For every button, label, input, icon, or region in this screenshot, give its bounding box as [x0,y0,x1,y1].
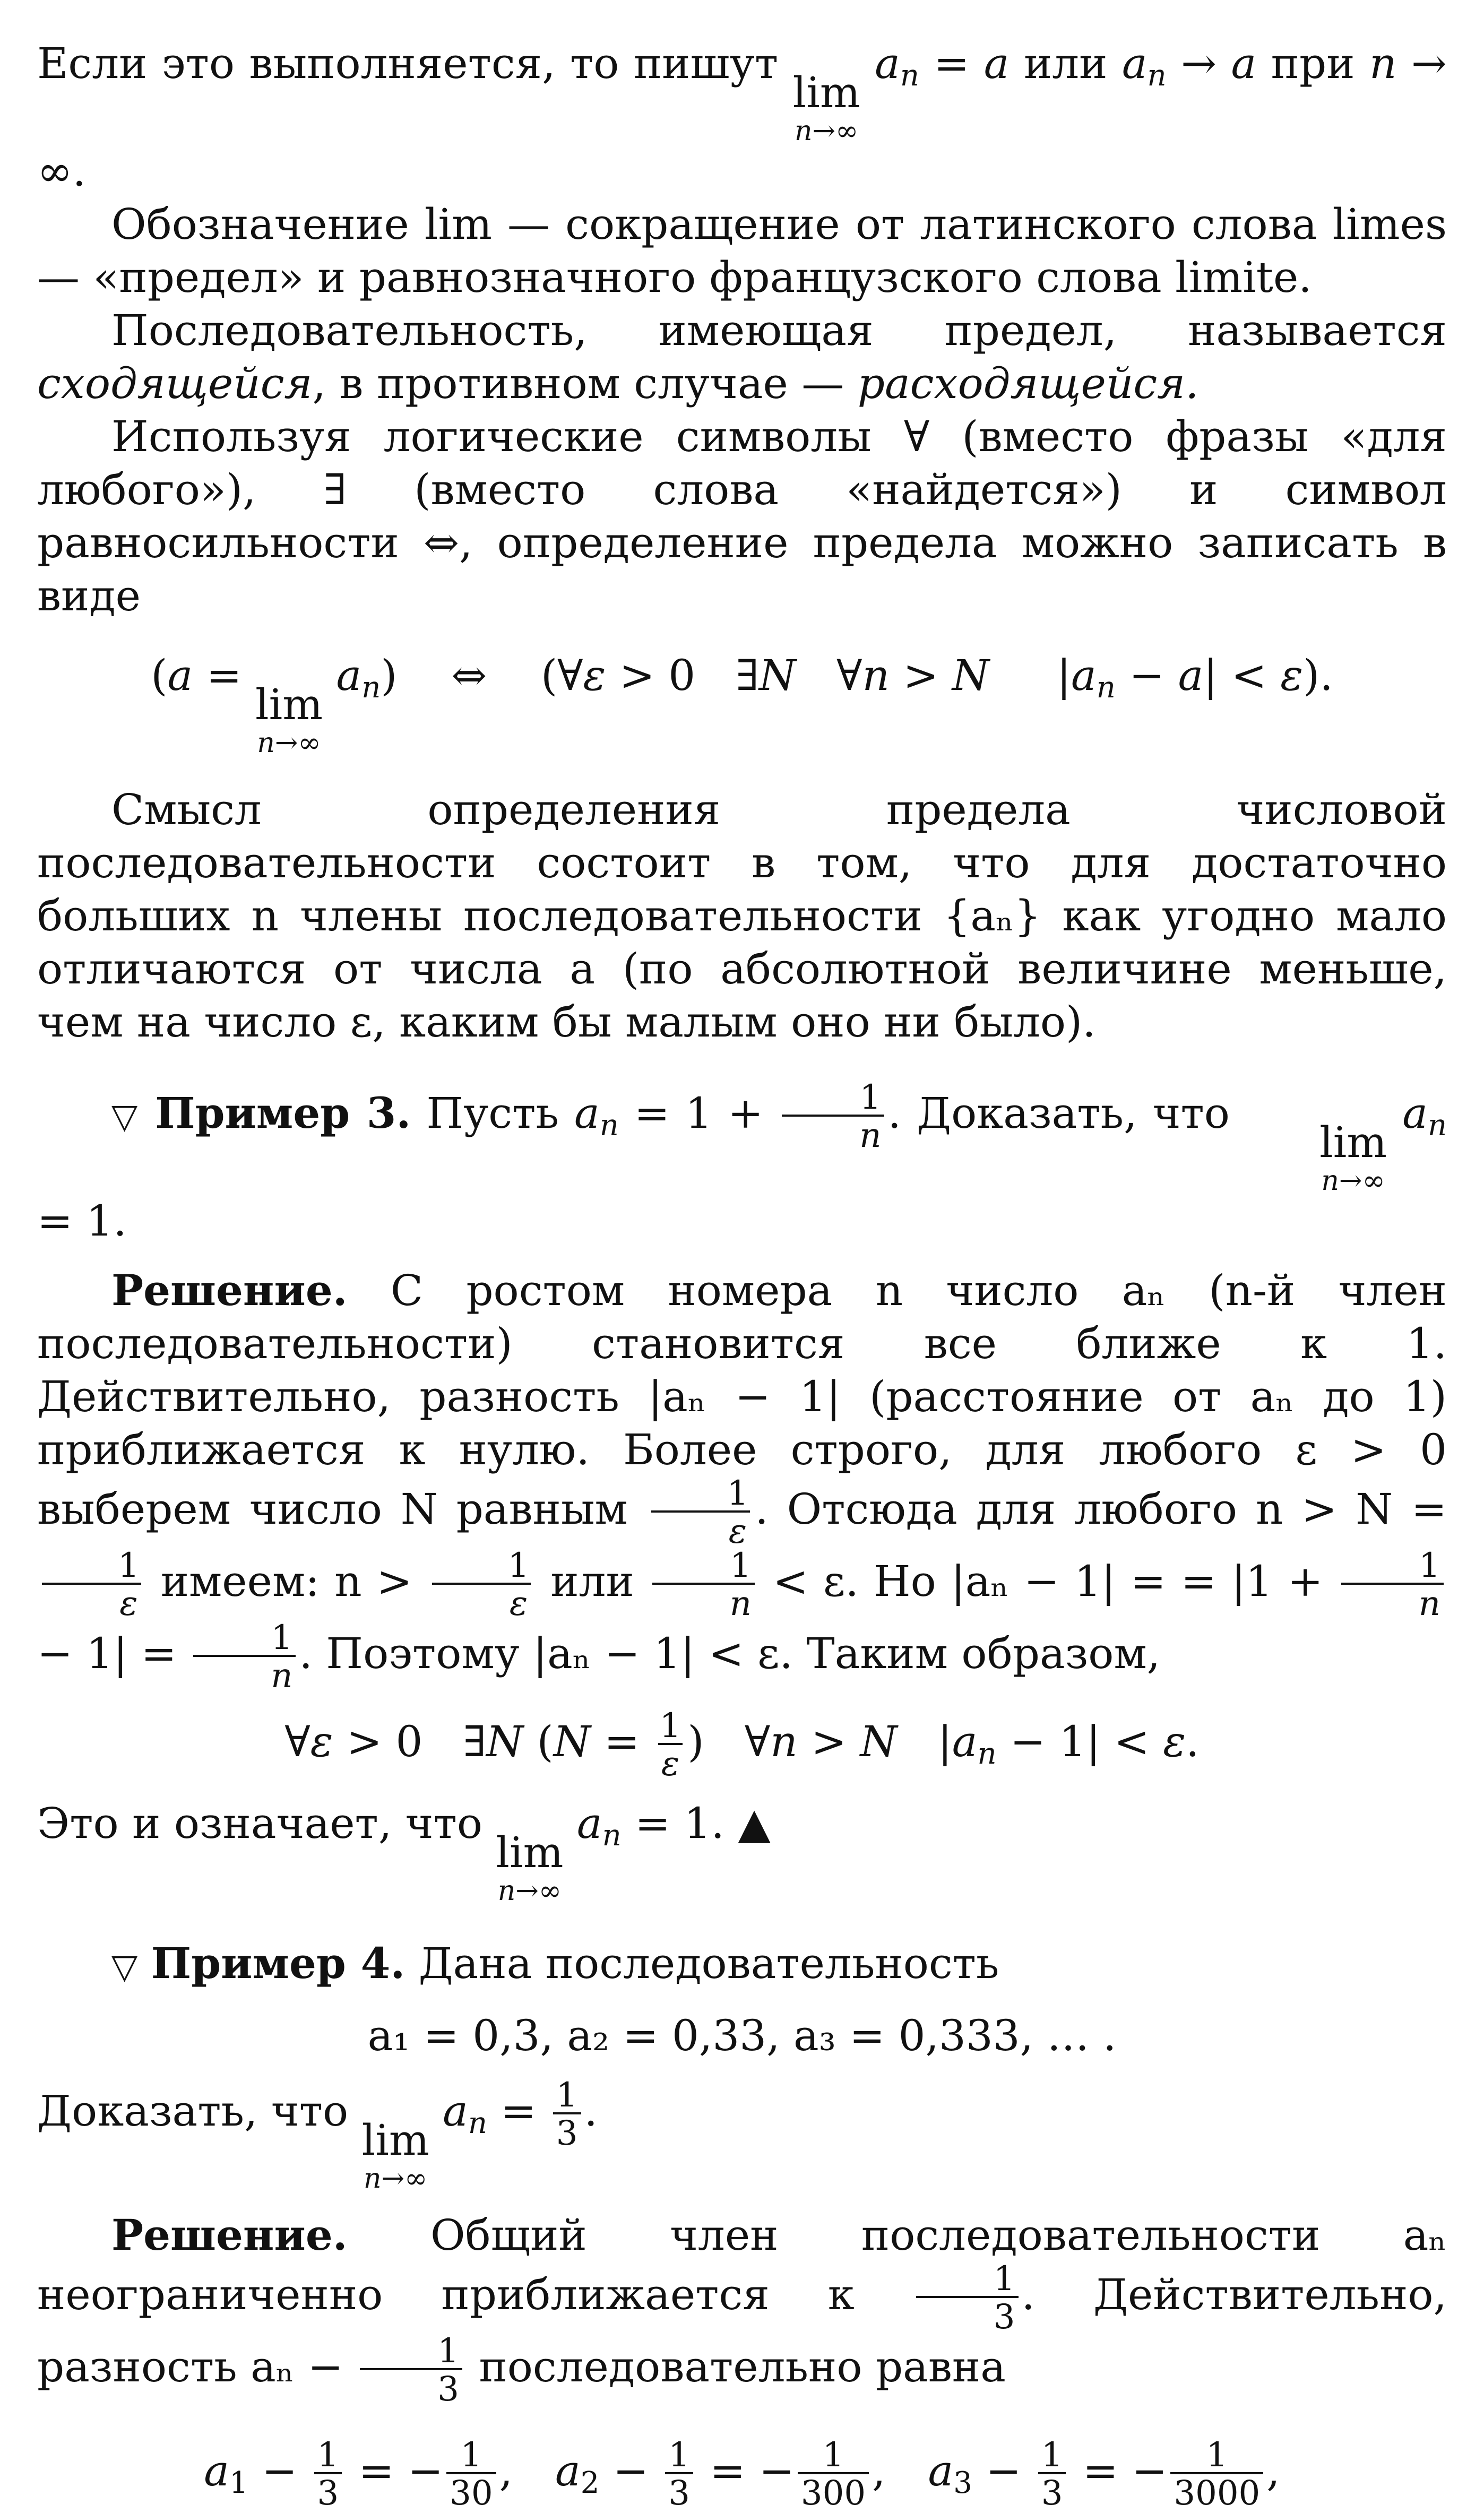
paragraph-3: Последовательность, имеющая предел, называется сходящейся, в противном случае — расходящейся. [37,306,1447,408]
lim-symbol: lim n→∞ [792,68,860,147]
paragraph-1: Если это выполняется, то пишут lim n→∞ $a_n = a$ или $a_n \to a$ при n → ∞. [37,39,1447,196]
example-3-statement: ▽ Пример 3. Пусть $a_n = 1$ + $\frac{1}{n}$ . Доказать, что lim n→∞ $a_n = 1$. [37,1078,1447,1246]
example-4-prove: Доказать, что lim n→∞ $a_n$ = $\frac{1}{3}$ . [37,2076,598,2195]
paragraph-2: Обозначение lim — сокращение от латинского слова limes — «предел» и равнозначного французского слова limite. [37,200,1447,302]
formula-definition: (a = lim n→∞ $a_n$) ⇔ (∀ε > 0 ∃N ∀n > N $|a_n - a| < \varepsilon$). [151,651,1333,759]
example-4-sequence: a₁ = 0,3, a₂ = 0,33, a₃ = 0,333, … . [367,2011,1117,2060]
text: при [1271,39,1355,88]
term-diverging: расходящейся. [857,359,1199,408]
paragraph-4: Используя логические символы ∀ (вместо фразы «для любого»), ∃ (вместо слова «найдется») и символ равносильности ⇔, определение предела можно записать в виде [37,412,1447,620]
formula-example-3: ∀ε > 0 ∃N (N = $\frac{1}{\varepsilon}$ ) ∀n > N $|a_n - 1| < \varepsilon$. [284,1706,1200,1784]
example-4-differences: $a_1$ − $\frac{1}{3}$ = − $\frac{1}{30}$ , $a_2$ − $\frac{1}{3}$ = − $\frac{1}{300}$ , $a_3$ − $\frac{1}{3}$ = − $\frac{1}{3000}$ , [204,2436,1280,2513]
text: или [1023,39,1108,88]
example-3-conclusion: Это и означает, что lim n→∞ $a_n = 1$. ▲ [37,1799,771,1907]
paragraph-5: Смысл определения предела числовой последовательности состоит в том, что для достаточно больших n члены последовательности {aₙ} как угодно мало отличаются от числа a (по абсолютной величине меньше, чем на число ε, каким бы малым оно ни было). [37,785,1447,1047]
term-converging: сходящейся [37,359,313,408]
page [37,37,1447,2513]
example-4-solution: Решение. Общий член последовательности aₙ неограниченно приближается к $\frac{1}{3}$ . Действительно, разность aₙ − $\frac{1}{3}$ последовательно равна [37,2210,1447,2409]
example-3-solution: Решение. С ростом номера n число aₙ (n-й член последовательности) становится все ближе к 1. Действительно, разность |aₙ − 1| (расстояние от aₙ до 1) приближается к нулю. Более строго, для любого ε > 0 выберем число N равным $\frac{1}{\varepsilon}$ . Отсюда для любого n > N = $\frac{1}{\varepsilon}$ имеем: n > $\frac{1}{\varepsilon}$ или $\frac{1}{n}$ < ε. Но |aₙ − 1| = = |1 + $\frac{1}{n}$ − 1| = $\frac{1}{n}$ . Поэтому |aₙ − 1| < ε. Таким образом, [37,1265,1447,1696]
example-4-statement: ▽ Пример 4. Дана последовательность [111,1938,999,1988]
text: Если это выполняется, то пишут [37,39,779,88]
